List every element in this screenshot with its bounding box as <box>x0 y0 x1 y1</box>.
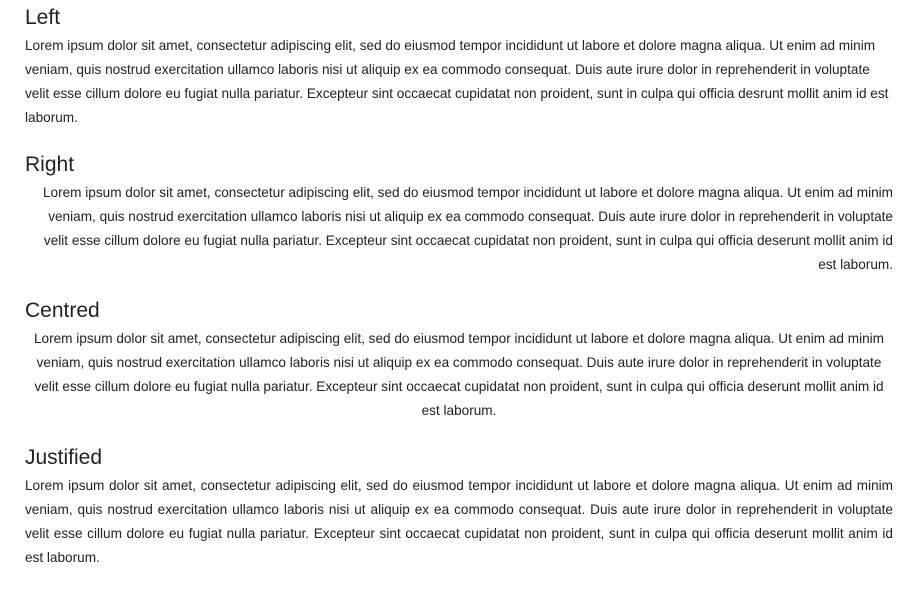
paragraph-justified: Lorem ipsum dolor sit amet, consectetur adipiscing elit, sed do eiusmod tempor incididunt ut labore et dolore magna aliqua. Ut enim ad minim veniam, quis nostrud exercitation ullamco laboris nisi ut aliquip ex ea commodo consequat. Duis aute irure dolor in reprehenderit in voluptate velit esse cillum dolore eu fugiat nulla pariatur. Excepteur sint occaecat cupidatat non proident, sunt in culpa qui officia deserunt mollit anim id est laborum. <box>25 477 893 565</box>
paragraph-left-aligned: Lorem ipsum dolor sit amet, consectetur adipiscing elit, sed do eiusmod tempor incididunt ut labore et dolore magna aliqua. Ut enim ad minim veniam, quis nostrud exercitation ullamco laboris nisi ut aliquip ex ea commodo consequat. Duis aute irure dolor in reprehenderit in voluptate velit esse cillum dolore eu fugiat nulla pariatur. Excepteur sint occaecat cupidatat non proident, sunt in culpa qui officia desrunt mollit anim id est laborum. <box>25 38 889 125</box>
section-right <box>25 151 893 298</box>
section-justified <box>25 444 893 591</box>
heading-centred: Centred <box>25 299 100 322</box>
paragraph-right-aligned: Lorem ipsum dolor sit amet, consectetur adipiscing elit, sed do eiusmod tempor incididunt ut labore et dolore magna aliqua. Ut enim ad minim veniam, quis nostrud exercitation ullamco laboris nisi ut aliquip ex ea commodo consequat. Duis aute irure dolor in reprehenderit in voluptate velit esse cillum dolore eu fugiat nulla pariatur. Excepteur sint occaecat cupidatat non proident, sunt in culpa qui officia deserunt mollit anim id est laborum. <box>42 184 893 272</box>
paragraph-centred: Lorem ipsum dolor sit amet, consectetur adipiscing elit, sed do eiusmod tempor incididunt ut labore et dolore magna aliqua. Ut enim ad minim veniam, quis nostrud exercitation ullamco laboris nisi ut aliquip ex ea commodo consequat. Duis aute irure dolor in reprehenderit in voluptate velit esse cillum dolore eu fugiat nulla pariatur. Excepteur sint occaecat cupidatat non proident, sunt in culpa qui officia deserunt mollit anim id est laborum. <box>33 331 885 418</box>
heading-justified: Justified <box>25 445 103 469</box>
heading-left: Left <box>25 6 61 29</box>
heading-right: Right <box>25 152 75 176</box>
section-left <box>25 4 893 151</box>
section-centred <box>25 297 893 444</box>
